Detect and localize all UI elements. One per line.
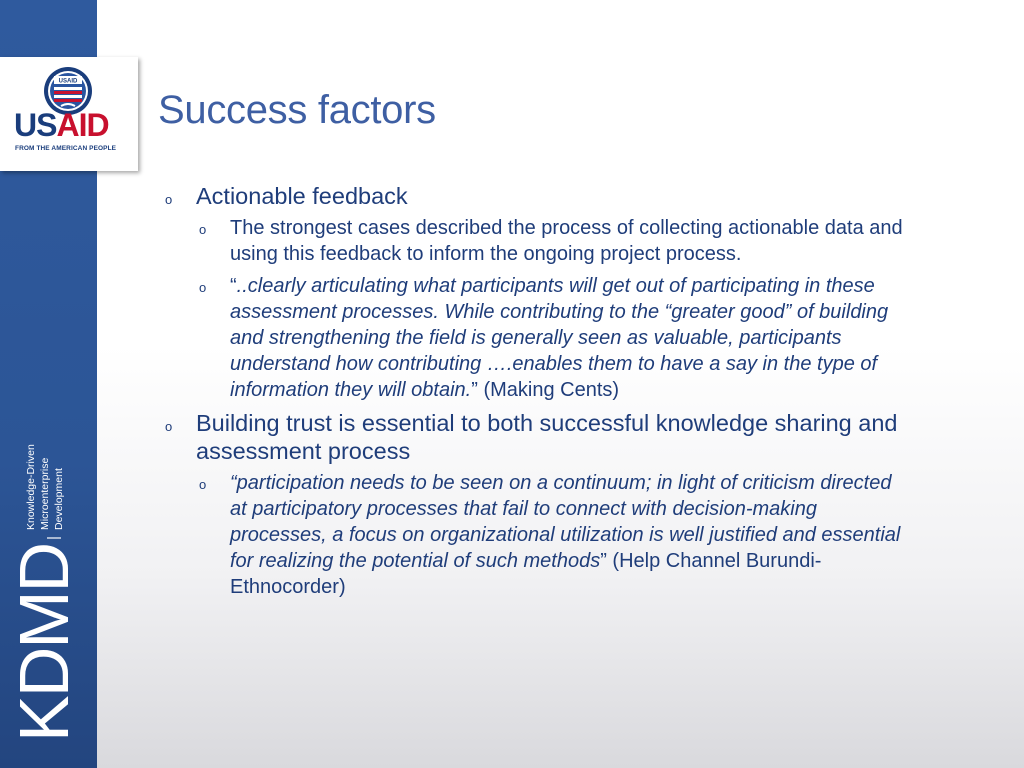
usaid-tagline: FROM THE AMERICAN PEOPLE <box>15 145 117 152</box>
bullet-text: Building trust is essential to both successful knowledge sharing and assessment process <box>196 410 898 464</box>
bullet-marker: o <box>165 419 173 434</box>
quote-source: ” (Help Channel Burundi-Ethnocorder) <box>230 550 822 598</box>
kdmd-brand <box>0 400 97 760</box>
quote-open: “ <box>230 275 237 297</box>
bullet-actionable-feedback <box>165 182 910 210</box>
kdmd-line1: Knowledge-Driven <box>25 444 37 530</box>
kdmd-line2: Microenterprise <box>39 457 51 530</box>
sub-bullet-help-channel-quote <box>199 470 910 600</box>
bullet-marker: o <box>199 280 207 295</box>
bullet-building-trust <box>165 409 910 465</box>
sub-bullet-making-cents-quote <box>199 273 910 403</box>
quote-text: ..clearly articulating what participants will get out of participating in these assessment processes. While contributing to the “greater good” of building and strengthening the field is generally seen as valuable, participants understand how contributing ….enables them to have a say in the type of information they will obtain. <box>230 275 889 401</box>
bullet-marker: o <box>165 192 173 207</box>
usaid-logo <box>0 57 138 171</box>
usaid-wordmark: USAID <box>14 107 109 143</box>
sub-bullet-strongest-cases <box>199 215 910 267</box>
bullet-marker: o <box>199 222 207 237</box>
bullet-marker: o <box>199 477 207 492</box>
quote-text: “participation needs to be seen on a continuum; in light of criticism directed at participatory processes that fail to connect with decision-making processes, a focus on organizational utilization is well justified and essential for realizing the potential of such methods <box>230 472 901 572</box>
slide-body <box>165 182 910 606</box>
kdmd-line3: Development <box>53 468 65 530</box>
bullet-text: Actionable feedback <box>196 183 408 209</box>
kdmd-acronym: KDMD <box>5 543 83 742</box>
slide-title: Success factors <box>158 88 436 132</box>
quote-source: ” (Making Cents) <box>471 379 620 401</box>
seal-label: USAID <box>58 78 78 85</box>
sub-bullet-text: The strongest cases described the process of collecting actionable data and using this feedback to inform the ongoing project process. <box>230 217 903 265</box>
